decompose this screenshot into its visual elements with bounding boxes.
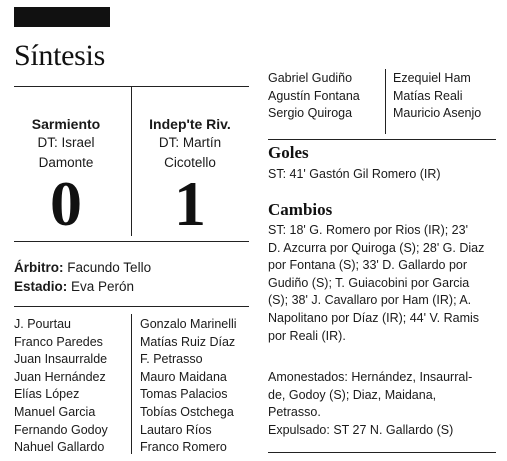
- subs-line: por Fontana (S); 33' D. Gallardo por: [268, 258, 468, 273]
- cards-line: de, Godoy (S); Diaz, Maidana,: [268, 387, 437, 402]
- list-item: Elías López: [14, 387, 80, 402]
- divider-cont-vertical: [385, 69, 386, 134]
- list-item: Mauricio Asenjo: [393, 106, 482, 121]
- home-team-name: Sarmiento: [31, 116, 101, 132]
- officials-block: [14, 258, 151, 296]
- list-item: Matías Reali: [393, 88, 463, 103]
- referee-line: [14, 258, 151, 277]
- cards-line: Petrasso.: [268, 405, 321, 420]
- list-item: Franco Paredes: [14, 334, 103, 349]
- list-item: Ezequiel Ham: [393, 71, 471, 85]
- subs-line: (S); 38' J. Cavallaro por Ham (IR); A.: [268, 293, 472, 308]
- section-bar: [14, 7, 110, 27]
- divider-score: [14, 241, 249, 242]
- list-item: Juan Hernández: [14, 369, 106, 384]
- divider-officials: [14, 306, 249, 307]
- home-lineup: [14, 316, 108, 457]
- list-item: Matías Ruiz Díaz: [140, 334, 236, 349]
- subs-line: Gudiño (S); T. Guiacobini por Garcia: [268, 275, 470, 290]
- cards-line: Amonestados: Hernández, Insaurral-: [268, 370, 473, 384]
- stadium-line: [14, 277, 151, 296]
- list-item: J. Pourtau: [14, 317, 71, 331]
- list-item: Gonzalo Marinelli: [140, 317, 237, 331]
- away-score: 1: [174, 168, 206, 239]
- list-item: Tomas Palacios: [140, 387, 228, 402]
- list-item: Gabriel Gudiño: [268, 71, 353, 85]
- subs-line: D. Azcurra por Quiroga (S); 28' G. Diaz: [268, 240, 485, 255]
- subs-line: por Reali (IR).: [268, 328, 346, 343]
- subs-line: ST: 18' G. Romero por Rios (IR); 23': [268, 223, 468, 237]
- cards-text: [268, 369, 496, 439]
- referee-value: Facundo Tello: [67, 260, 152, 275]
- home-score: 0: [50, 168, 82, 239]
- subs-heading: Cambios: [268, 200, 333, 219]
- cards-line: Expulsado: ST 27 N. Gallardo (S): [268, 422, 454, 437]
- away-lineup-cont: [393, 70, 481, 123]
- list-item: Mauro Maidana: [140, 369, 227, 384]
- away-lineup: [140, 316, 237, 457]
- page-title: Síntesis: [14, 39, 105, 72]
- divider-bottom-right: [268, 452, 496, 453]
- list-item: Lautaro Ríos: [140, 422, 212, 437]
- list-item: Tobías Ostchega: [140, 404, 234, 419]
- home-lineup-cont: [268, 70, 360, 123]
- list-item: Sergio Quiroga: [268, 106, 353, 121]
- home-coach-line-1: DT: Israel: [37, 135, 95, 150]
- away-coach-line-1: DT: Martín: [158, 135, 222, 150]
- list-item: Agustín Fontana: [268, 88, 360, 103]
- referee-label: Árbitro:: [14, 260, 64, 275]
- divider-lineups-vertical: [131, 314, 132, 454]
- list-item: Nahuel Gallardo: [14, 440, 105, 455]
- list-item: F. Petrasso: [140, 352, 203, 367]
- goals-text: ST: 41' Gastón Gil Romero (IR): [268, 167, 441, 181]
- list-item: Franco Romero: [140, 440, 227, 455]
- home-coach-line-2: Damonte: [38, 155, 94, 170]
- stadium-value: Eva Perón: [71, 279, 135, 294]
- subs-text: [268, 222, 496, 345]
- divider-right-column: [268, 139, 496, 140]
- away-team-name: Indep'te Riv.: [149, 116, 231, 132]
- stadium-label: Estadio:: [14, 279, 68, 294]
- list-item: Juan Insaurralde: [14, 352, 108, 367]
- list-item: Fernando Godoy: [14, 422, 108, 437]
- subs-line: Napolitano por Díaz (IR); 44' V. Ramis: [268, 310, 480, 325]
- away-coach-line-2: Cicotello: [164, 155, 216, 170]
- list-item: Manuel Garcia: [14, 404, 96, 419]
- goals-heading: Goles: [268, 143, 309, 162]
